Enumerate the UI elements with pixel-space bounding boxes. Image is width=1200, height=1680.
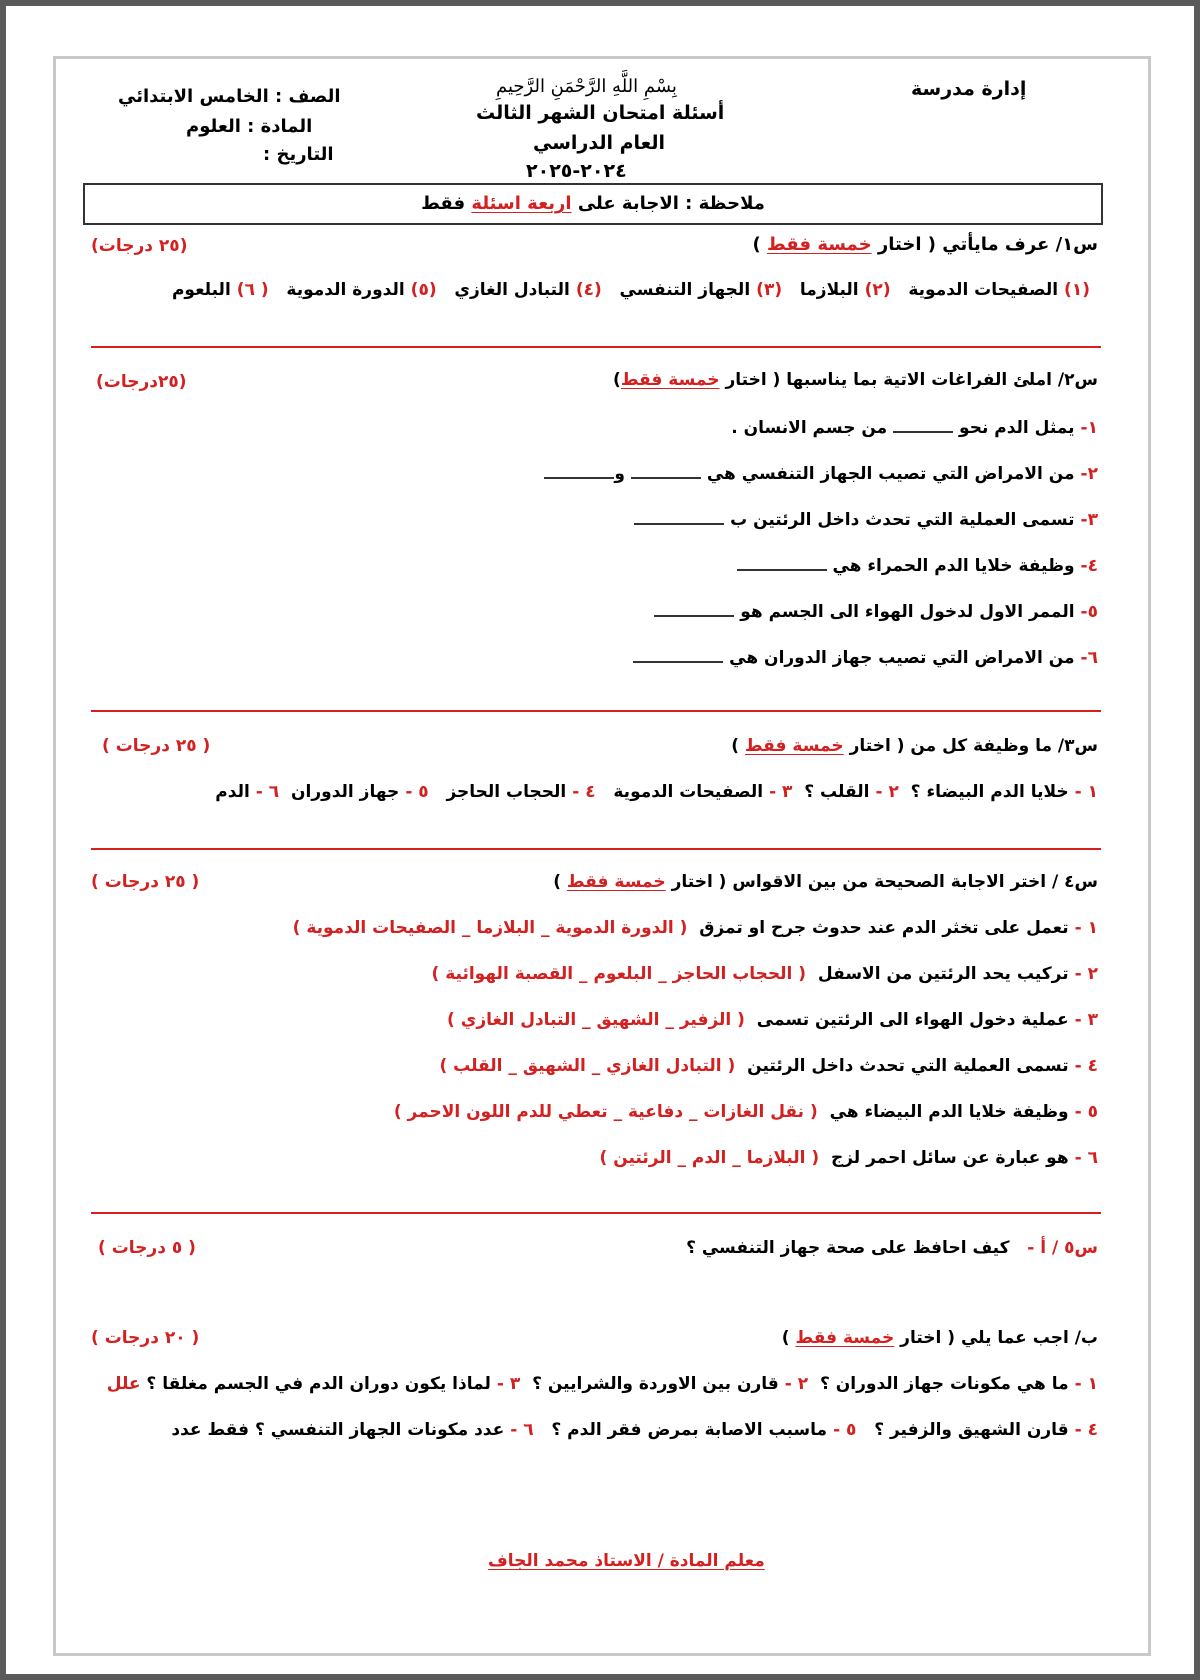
note-box (83, 183, 1103, 225)
q1-item: (٢)البلازما (799, 280, 891, 300)
teacher-signature: معلم المادة / الاستاذ محمد الجاف (488, 1551, 765, 1571)
q3-label: س٣/ ما وظيفة كل من ( اختار (849, 736, 1098, 756)
school-name: إدارة مدرسة (911, 78, 1027, 100)
exam-page (6, 6, 1194, 1674)
q4-marks: ( ٢٥ درجات ) (91, 872, 200, 892)
q2-label: س٢/ املئ الفراغات الاتية بما يناسبها ( اختار (725, 370, 1098, 390)
q2-heading (613, 370, 1098, 390)
q4-heading (553, 872, 1098, 892)
q4-item: ٦ -هو عبارة عن سائل احمر لزج ( البلازما _ الدم _ الرئتين ) (599, 1148, 1098, 1168)
q3-marks: ( ٢٥ درجات ) (102, 736, 211, 756)
q3-item: ٤ -الحجاب الحاجز (446, 782, 596, 802)
q3-items (215, 782, 1098, 802)
subject-field: المادة : العلوم (186, 116, 313, 137)
year-value: ٢٠٢٤-٢٠٢٥ (526, 160, 627, 182)
q4-choose: خمسة فقط (566, 872, 666, 892)
q3-item: ٣ -الصفيحات الدموية (613, 782, 793, 802)
q1-close: ) (752, 234, 761, 255)
year-label: العام الدراسي (533, 132, 666, 154)
q5a-label: س٥ / أ - (1027, 1238, 1098, 1258)
note-prefix: ملاحظة : الاجابة على (577, 193, 765, 214)
q3-item: ٦ -الدم (215, 782, 280, 802)
date-field: التاريخ : (263, 144, 334, 165)
q1-marks: (٢٥ درجات) (91, 236, 188, 256)
q3-close: ) (731, 736, 739, 756)
q5b-heading (782, 1328, 1098, 1348)
q4-item: ٢ -تركيب يحد الرئتين من الاسفل ( الحجاب الحاجز _ البلعوم _ القصبة الهوائية ) (431, 964, 1098, 984)
q4-label: س٤ / اختر الاجابة الصحيحة من بين الاقواس ( اختار (671, 872, 1098, 892)
q4-item: ١ -تعمل على تخثر الدم عند حدوث جرح او تمزق ( الدورة الدموية _ البلازما _ الصفيحات الدموية ) (292, 918, 1098, 938)
q5b-line: ١ -ما هي مكونات جهاز الدوران ؟ ٢ -قارن بين الاوردة والشرايين ؟ ٣ -لماذا يكون دوران الدم في الجسم مغلقا ؟ علل (106, 1374, 1098, 1394)
q4-close: ) (553, 872, 561, 892)
q5b-close: ) (781, 1328, 790, 1348)
q4-item: ٣ -عملية دخول الهواء الى الرئتين تسمى ( الزفير _ الشهيق _ التبادل الغازي ) (447, 1010, 1098, 1030)
q5b-choose: خمسة فقط (795, 1328, 895, 1348)
divider (91, 346, 1101, 348)
q2-marks: (٢٥درجات) (96, 372, 187, 392)
q2-item: ٤-وظيفة خلايا الدم الحمراء هي (737, 556, 1098, 576)
q2-choose: خمسة فقط (620, 370, 720, 390)
q1-item: ( ٦)البلعوم (171, 280, 269, 300)
q4-item: ٤ -تسمى العملية التي تحدث داخل الرئتين ( التبادل الغازي _ الشهيق _ القلب ) (439, 1056, 1098, 1076)
grade-field: الصف : الخامس الابتدائي (118, 86, 341, 107)
q4-item: ٥ -وظيفة خلايا الدم البيضاء هي ( نقل الغازات _ دفاعية _ تعطي للدم اللون الاحمر ) (393, 1102, 1098, 1122)
note-emphasis: اربعة اسئلة (471, 193, 572, 214)
q1-items (172, 280, 1090, 300)
q5a-heading (686, 1238, 1098, 1258)
q1-choose: خمسة فقط (767, 234, 872, 255)
note-suffix: فقط (421, 193, 466, 214)
exam-title: أسئلة امتحان الشهر الثالث (476, 102, 725, 124)
q2-item: ٣-تسمى العملية التي تحدث داخل الرئتين ب (634, 510, 1098, 530)
q3-choose: خمسة فقط (744, 736, 844, 756)
q2-item: ٢-من الامراض التي تصيب الجهاز التنفسي هي و (544, 464, 1098, 484)
basmala: بِسْمِ اللَّهِ الرَّحْمَنِ الرَّحِيمِ (496, 76, 677, 97)
q1-item: (٥)الدورة الدموية (286, 280, 437, 300)
q2-item: ١-يمثل الدم نحو من جسم الانسان . (731, 418, 1098, 438)
divider (91, 848, 1101, 850)
q1-heading (753, 234, 1098, 255)
q5b-line: ٤ -قارن الشهيق والزفير ؟ ٥ -ماسبب الاصابة بمرض فقر الدم ؟ ٦ -عدد مكونات الجهاز التنفسي ؟ فقط عدد (171, 1420, 1098, 1440)
q3-heading (731, 736, 1098, 756)
q1-item: (٣)الجهاز التنفسي (619, 280, 783, 300)
q5a-text: كيف احافظ على صحة جهاز التنفسي ؟ (686, 1238, 1010, 1258)
q1-label: س١/ عرف مايأتي ( اختار (877, 234, 1098, 255)
q2-close: ) (613, 370, 621, 390)
q1-item: (٤)التبادل الغازي (454, 280, 602, 300)
q1-item: (١)الصفيحات الدموية (908, 280, 1090, 300)
divider (91, 1212, 1101, 1214)
q5b-label: ب/ اجب عما يلي ( اختار (900, 1328, 1098, 1348)
q5b-marks: ( ٢٠ درجات ) (91, 1328, 200, 1348)
q3-item: ١ -خلايا الدم البيضاء ؟ (910, 782, 1098, 802)
q3-item: ٢ -القلب ؟ (804, 782, 899, 802)
q5a-marks: ( ٥ درجات ) (98, 1238, 196, 1258)
q2-item: ٥-الممر الاول لدخول الهواء الى الجسم هو (654, 602, 1098, 622)
q2-item: ٦-من الامراض التي تصيب جهاز الدوران هي (633, 648, 1098, 668)
divider (91, 710, 1101, 712)
q3-item: ٥ -جهاز الدوران (291, 782, 429, 802)
